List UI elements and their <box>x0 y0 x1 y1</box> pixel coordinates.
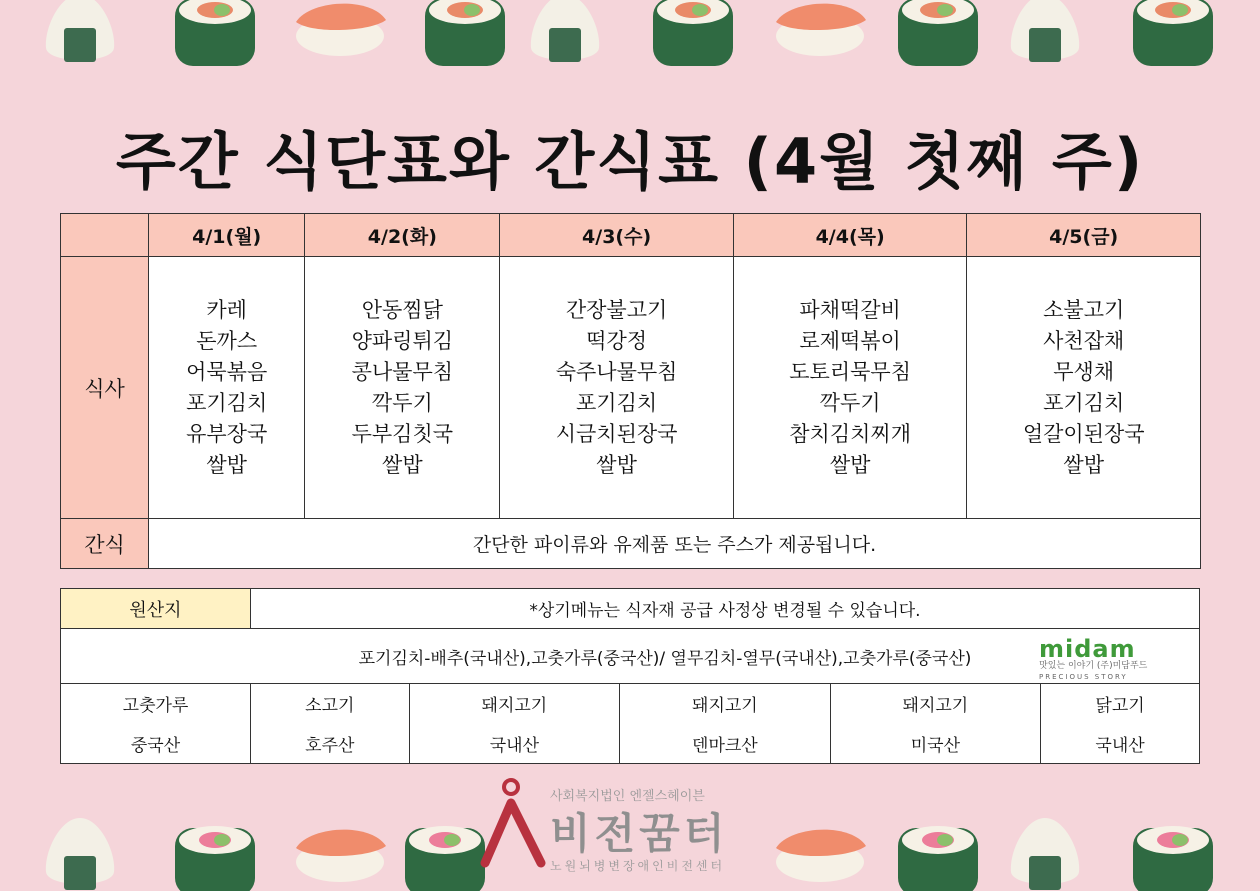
ingredient-name: 소고기 <box>251 684 410 724</box>
menu-item: 콩나물무침 <box>351 359 454 384</box>
day-header: 4/4(목) <box>733 214 967 257</box>
weekly-meal-table <box>60 213 1201 569</box>
ingredient-origin: 국내산 <box>1041 724 1200 764</box>
day-header: 4/5(금) <box>967 214 1201 257</box>
menu-item: 돈까스 <box>196 328 258 353</box>
day-header: 4/1(월) <box>149 214 305 257</box>
menu-item: 숙주나물무침 <box>555 359 678 384</box>
menu-item: 시금치된장국 <box>555 421 678 446</box>
sushi-roll-icon <box>893 818 983 891</box>
day-header: 4/3(수) <box>500 214 734 257</box>
menu-item: 사천잡채 <box>1043 328 1125 353</box>
sushi-roll-icon <box>1128 818 1218 891</box>
sushi-roll-icon <box>170 0 260 68</box>
menu-item: 포기김치 <box>186 390 268 415</box>
onigiri-icon <box>1005 0 1085 68</box>
menu-cell <box>967 257 1201 519</box>
menu-item: 쌀밥 <box>596 452 637 477</box>
snack-label: 간식 <box>61 519 149 569</box>
decorative-food-top <box>0 0 1260 68</box>
menu-cell <box>500 257 734 519</box>
logo-name: 비전꿈터 <box>550 809 729 858</box>
menu-item: 유부장국 <box>186 421 268 446</box>
onigiri-icon <box>525 0 605 68</box>
kimchi-origin-text: 포기김치-배추(국내산),고춧가루(중국산)/ 열무김치-열무(국내산),고춧가루(중국산) <box>358 648 972 669</box>
menu-cell <box>733 257 967 519</box>
menu-item: 포기김치 <box>576 390 658 415</box>
menu-item: 얼갈이된장국 <box>1022 421 1145 446</box>
salmon-nigiri-icon <box>290 818 390 888</box>
menu-item: 깍두기 <box>371 390 433 415</box>
menu-cell <box>149 257 305 519</box>
onigiri-icon <box>1005 812 1085 891</box>
ingredient-name: 닭고기 <box>1041 684 1200 724</box>
origin-table <box>60 588 1200 764</box>
origin-label: 원산지 <box>61 589 251 629</box>
sushi-roll-icon <box>893 0 983 68</box>
salmon-nigiri-icon <box>770 0 870 62</box>
ingredient-name: 돼지고기 <box>620 684 831 724</box>
menu-item: 소불고기 <box>1043 297 1125 322</box>
menu-item: 무생채 <box>1053 359 1115 384</box>
sushi-roll-icon <box>170 818 260 891</box>
person-figure-icon <box>475 775 555 870</box>
ingredient-origin: 덴마크산 <box>620 724 831 764</box>
origin-header-row <box>61 589 1200 629</box>
meal-label: 식사 <box>61 257 149 519</box>
onigiri-icon <box>40 812 120 891</box>
vision-dream-logo <box>470 775 800 885</box>
menu-item: 쌀밥 <box>829 452 871 477</box>
page-title: 주간 식단표와 간식표 (4월 첫째 주) <box>115 125 1145 198</box>
day-header-row <box>61 214 1201 257</box>
logo-org-name: 사회복지법인 엔젤스헤이븐 <box>550 789 705 804</box>
menu-item: 안동찜닭 <box>361 297 443 322</box>
midam-logo-word: midam <box>1039 635 1136 663</box>
snack-text: 간단한 파이류와 유제품 또는 주스가 제공됩니다. <box>149 519 1201 569</box>
menu-item: 떡강정 <box>586 328 648 353</box>
midam-logo-sub: 맛있는 이야기 (주)미담푸드 <box>1039 661 1148 671</box>
ingredient-origin: 국내산 <box>409 724 620 764</box>
snack-row <box>61 519 1201 569</box>
kimchi-origin-row <box>61 629 1200 684</box>
menu-item: 포기김치 <box>1043 390 1125 415</box>
meal-row <box>61 257 1201 519</box>
sushi-roll-icon <box>648 0 738 68</box>
menu-item: 카레 <box>206 297 247 322</box>
salmon-nigiri-icon <box>290 0 390 62</box>
menu-item: 어묵볶음 <box>186 359 268 384</box>
menu-item: 도토리묵무침 <box>789 359 911 384</box>
day-header: 4/2(화) <box>305 214 500 257</box>
menu-item: 간장불고기 <box>565 297 668 322</box>
menu-item: 로제떡볶이 <box>799 328 901 353</box>
sushi-roll-icon <box>420 0 510 68</box>
midam-logo <box>1039 637 1174 683</box>
menu-item: 두부김칫국 <box>351 421 454 446</box>
ingredient-origin: 중국산 <box>61 724 251 764</box>
menu-item: 참치김치찌개 <box>789 421 911 446</box>
corner-cell <box>61 214 149 257</box>
menu-item: 양파링튀김 <box>351 328 454 353</box>
ingredient-origin: 호주산 <box>251 724 410 764</box>
menu-item: 파채떡갈비 <box>799 297 901 322</box>
menu-cell <box>305 257 500 519</box>
ingredient-name: 돼지고기 <box>830 684 1041 724</box>
menu-change-note: *상기메뉴는 식자재 공급 사정상 변경될 수 있습니다. <box>251 589 1200 629</box>
menu-item: 쌀밥 <box>382 452 423 477</box>
ingredient-name: 돼지고기 <box>409 684 620 724</box>
ingredient-origin-row <box>61 724 1200 764</box>
ingredient-name-row <box>61 684 1200 724</box>
ingredient-name: 고춧가루 <box>61 684 251 724</box>
kimchi-origin-cell <box>61 629 1200 684</box>
menu-item: 쌀밥 <box>1063 452 1104 477</box>
midam-logo-sub2: PRECIOUS STORY <box>1039 673 1128 681</box>
ingredient-origin: 미국산 <box>830 724 1041 764</box>
sushi-roll-icon <box>1128 0 1218 68</box>
logo-center-name: 노원뇌병변장애인비전센터 <box>550 859 726 873</box>
menu-item: 쌀밥 <box>206 452 247 477</box>
menu-item: 깍두기 <box>819 390 881 415</box>
onigiri-icon <box>40 0 120 68</box>
